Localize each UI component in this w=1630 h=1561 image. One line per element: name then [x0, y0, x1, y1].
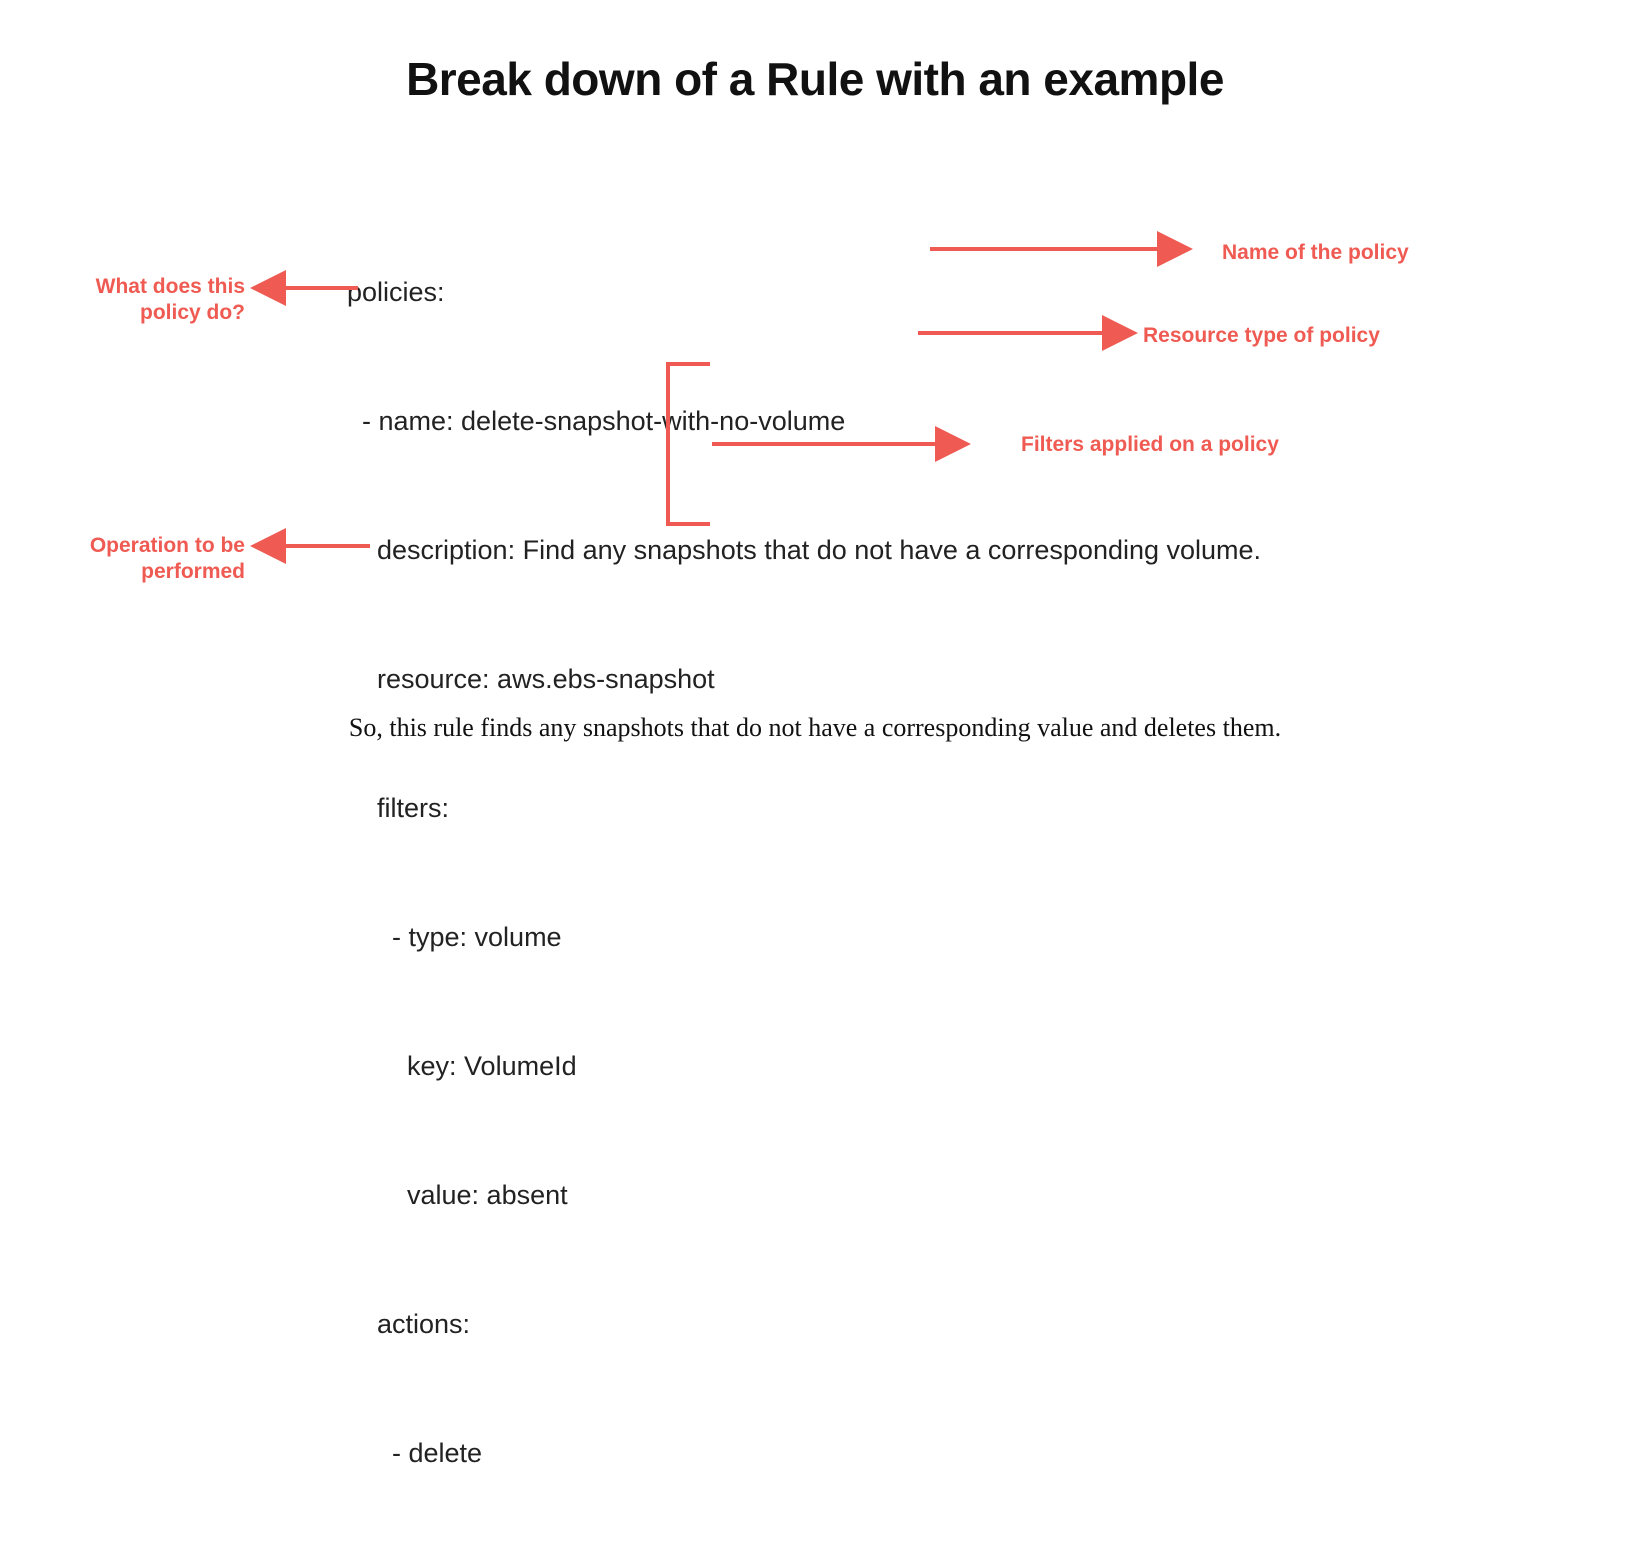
code-line: description: Find any snapshots that do not have a corresponding volume. — [347, 535, 1262, 565]
annotation-operation-performed: Operation to be performed — [89, 534, 245, 583]
annotation-resource-type: Resource type of policy — [1143, 324, 1380, 347]
code-line: - delete — [347, 1438, 483, 1468]
code-line: value: absent — [347, 1180, 568, 1210]
annotation-filters: Filters applied on a policy — [1021, 433, 1279, 456]
code-line: policies: — [347, 277, 445, 307]
code-line: key: VolumeId — [347, 1051, 577, 1081]
code-line: resource: aws.ebs-snapshot — [347, 664, 715, 694]
code-line: - type: volume — [347, 922, 562, 952]
code-line: filters: — [347, 793, 450, 823]
annotation-name-of-policy: Name of the policy — [1222, 241, 1409, 264]
code-line: - name: delete-snapshot-with-no-volume — [347, 406, 846, 436]
code-line: actions: — [347, 1309, 471, 1339]
summary-footnote: So, this rule finds any snapshots that do not have a corresponding value and deletes them. — [348, 713, 1282, 742]
policy-yaml-block — [347, 185, 1261, 1561]
annotation-what-does-policy-do: What does this policy do? — [95, 275, 245, 324]
page-title: Break down of a Rule with an example — [406, 53, 1224, 105]
